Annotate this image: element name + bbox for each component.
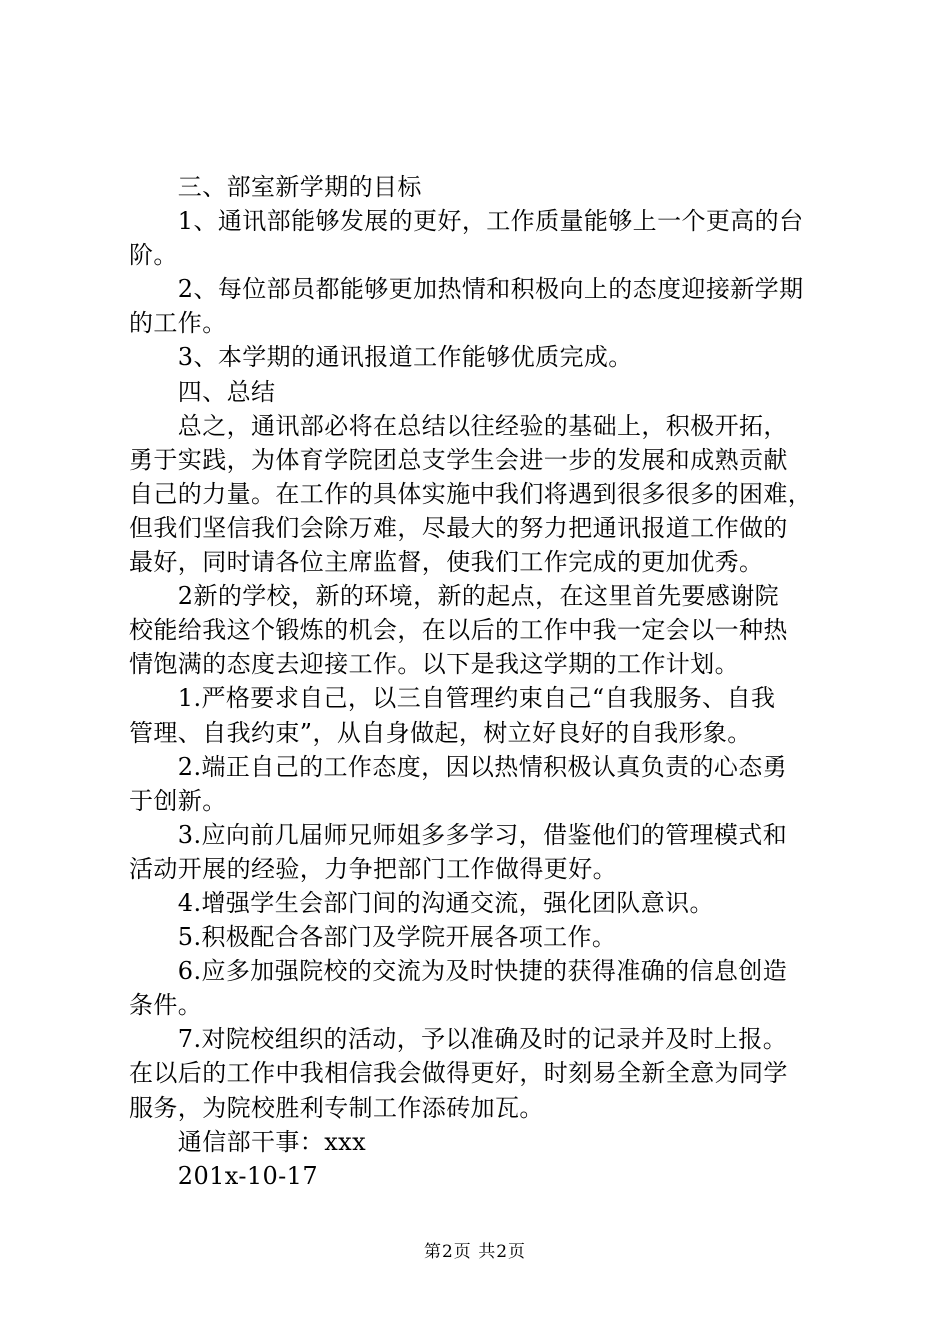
body-line: 在以后的工作中我相信我会做得更好，时刻易全新全意为同学 <box>129 1059 788 1088</box>
body-line: 于创新。 <box>129 786 227 815</box>
body-line: 自己的力量。在工作的具体实施中我们将遇到很多很多的困难， <box>129 479 813 508</box>
body-line: 2新的学校，新的环境，新的起点，在这里首先要感谢院 <box>129 582 780 611</box>
body-line: 的工作。 <box>129 309 227 338</box>
body-line: 条件。 <box>129 991 203 1020</box>
body-line: 3、本学期的通讯报道工作能够优质完成。 <box>129 343 633 372</box>
body-line: 总之，通讯部必将在总结以往经验的基础上，积极开拓， <box>129 411 788 440</box>
body-line: 1.严格要求自己，以三自管理约束自己“自我服务、自我 <box>129 684 776 713</box>
body-line: 情饱满的态度去迎接工作。以下是我这学期的工作计划。 <box>129 650 739 679</box>
body-line: 勇于实践，为体育学院团总支学生会进一步的发展和成熟贡献 <box>129 445 788 474</box>
date-line: 201x-10-17 <box>129 1161 319 1190</box>
body-line: 3.应向前几届师兄师姐多多学习，借鉴他们的管理模式和 <box>129 820 788 849</box>
body-line: 4.增强学生会部门间的沟通交流，强化团队意识。 <box>129 888 714 917</box>
body-line: 1、通讯部能够发展的更好，工作质量能够上一个更高的台 <box>129 207 804 236</box>
body-line: 管理、自我约束”，从自身做起，树立好良好的自我形象。 <box>129 718 752 747</box>
signature-line: 通信部干事：xxx <box>129 1127 367 1156</box>
body-line: 2、每位部员都能够更加热情和积极向上的态度迎接新学期 <box>129 275 804 304</box>
body-line: 服务，为院校胜利专制工作添砖加瓦。 <box>129 1093 544 1122</box>
body-line: 7.对院校组织的活动，予以准确及时的记录并及时上报。 <box>129 1025 788 1054</box>
body-line: 校能给我这个锻炼的机会，在以后的工作中我一定会以一种热 <box>129 616 788 645</box>
body-line: 2.端正自己的工作态度，因以热情积极认真负责的心态勇 <box>129 752 788 781</box>
body-line: 活动开展的经验，力争把部门工作做得更好。 <box>129 854 617 883</box>
body-line: 阶。 <box>129 241 178 270</box>
body-line: 四、总结 <box>129 377 276 406</box>
body-line: 最好，同时请各位主席监督，使我们工作完成的更加优秀。 <box>129 548 764 577</box>
body-line: 但我们坚信我们会除万难，尽最大的努力把通讯报道工作做的 <box>129 513 788 542</box>
body-line: 6.应多加强院校的交流为及时快捷的获得准确的信息创造 <box>129 957 788 986</box>
body-line: 三、部室新学期的目标 <box>129 173 422 201</box>
page-number-footer: 第2页 共2页 <box>423 1242 527 1262</box>
body-line: 5.积极配合各部门及学院开展各项工作。 <box>129 923 617 952</box>
document-body <box>129 170 839 1193</box>
